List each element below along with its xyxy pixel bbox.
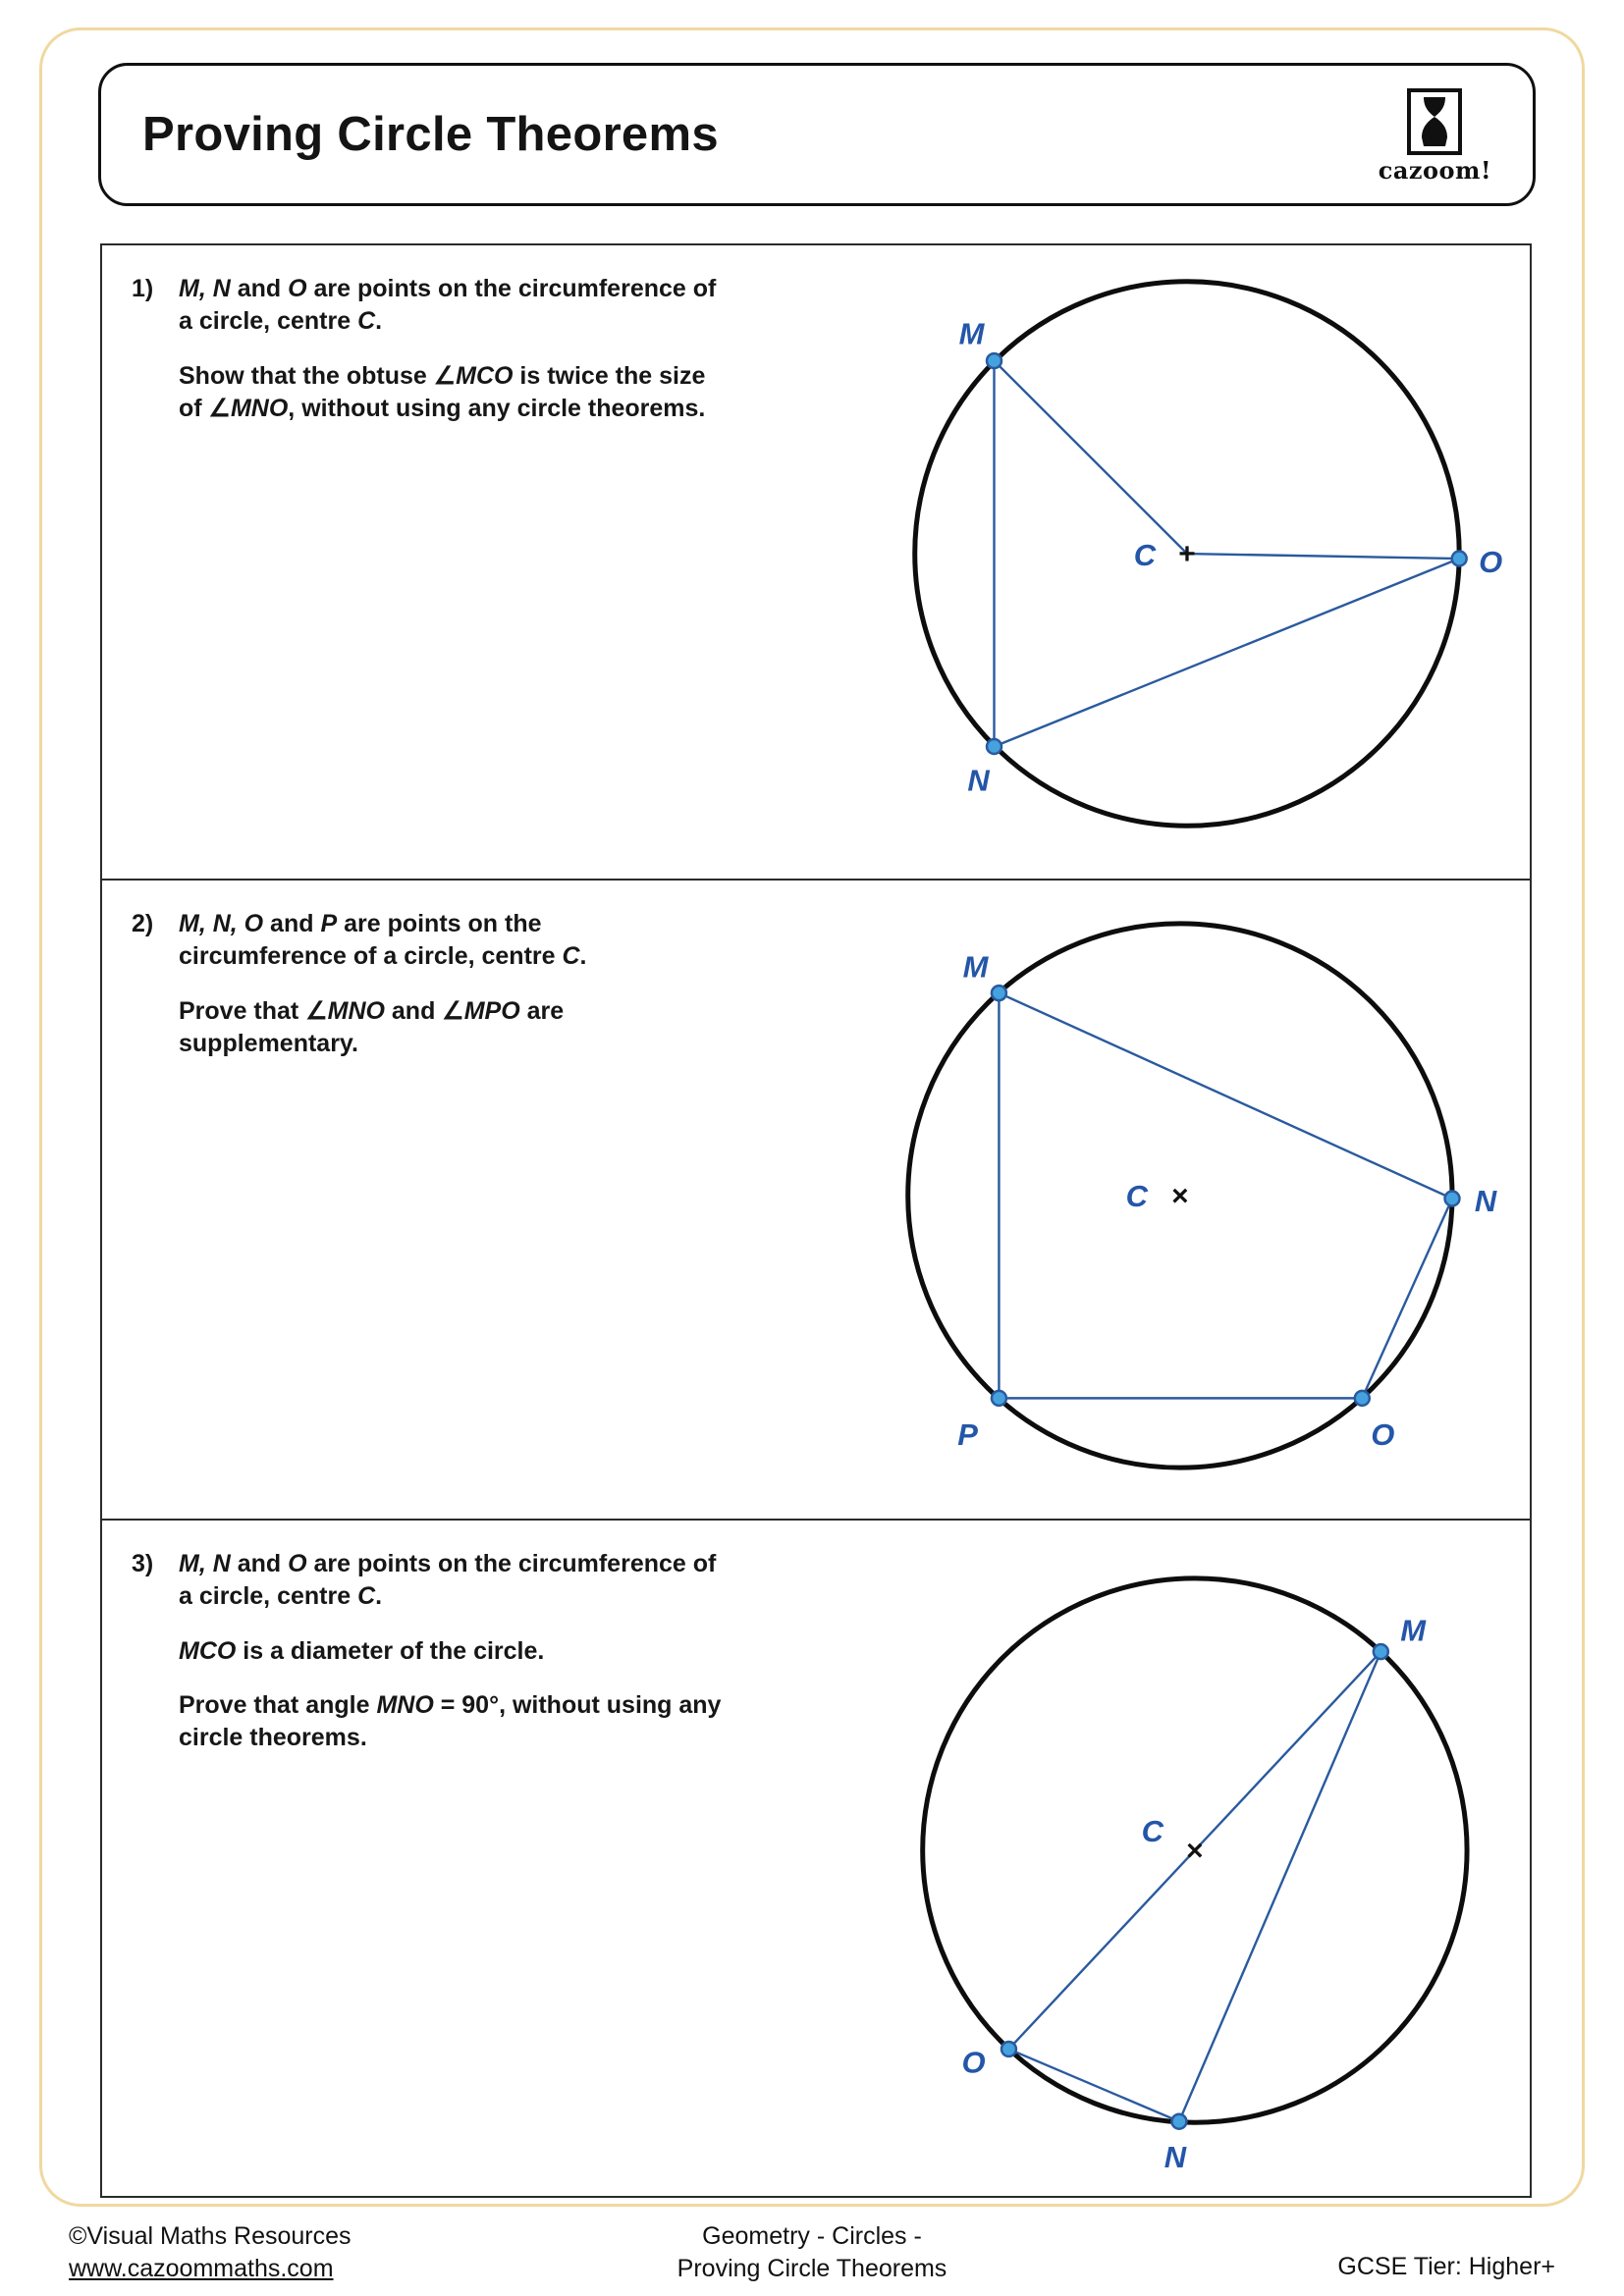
segment-MC bbox=[995, 361, 1187, 554]
segment-CO bbox=[1187, 554, 1459, 559]
question-1 bbox=[102, 245, 1530, 879]
footer-topic-line2: Proving Circle Theorems bbox=[677, 2254, 947, 2282]
question-3-text bbox=[132, 1548, 732, 1776]
point-label-M: M bbox=[962, 949, 989, 985]
segment-ON bbox=[1008, 2049, 1178, 2121]
question-number: 3) bbox=[132, 1550, 154, 1577]
question-paragraph: Show that the obtuse ∠MCO is twice the size of ∠MNO, without using any circle theorems. bbox=[179, 361, 706, 422]
questions-container bbox=[100, 243, 1532, 2198]
question-paragraph: Prove that ∠MNO and ∠MPO are supplementary. bbox=[179, 996, 565, 1057]
point-P bbox=[992, 1391, 1006, 1406]
centre-label: C bbox=[1125, 1178, 1148, 1213]
cazoom-logo-icon bbox=[1407, 88, 1462, 155]
question-number: 2) bbox=[132, 910, 154, 937]
worksheet-header bbox=[98, 63, 1536, 206]
point-label-O: O bbox=[1371, 1417, 1395, 1453]
question-paragraph: MCO is a diameter of the circle. bbox=[179, 1636, 545, 1665]
point-M bbox=[992, 986, 1006, 1000]
question-paragraph: 1) M, N and O are points on the circumference of a circle, centre C. bbox=[132, 275, 717, 336]
question-number: 1) bbox=[132, 275, 154, 302]
question-2-text bbox=[132, 908, 640, 1082]
point-label-O: O bbox=[1479, 544, 1503, 579]
point-label-N: N bbox=[1164, 2140, 1187, 2175]
point-label-N: N bbox=[1474, 1183, 1497, 1218]
point-O bbox=[1355, 1391, 1370, 1406]
segment-MN bbox=[999, 993, 1452, 1199]
centre-mark: × bbox=[1186, 1834, 1204, 1867]
cazoom-logo-text: cazoom! bbox=[1378, 156, 1491, 185]
cazoom-logo bbox=[1379, 88, 1491, 185]
point-N bbox=[1171, 2114, 1186, 2129]
website-link[interactable]: www.cazoommaths.com bbox=[69, 2254, 334, 2282]
question-paragraph: Prove that angle MNO = 90°, without using any circle theorems. bbox=[179, 1690, 722, 1751]
point-N bbox=[987, 739, 1001, 754]
point-label-M: M bbox=[1400, 1613, 1427, 1648]
segment-NO bbox=[995, 559, 1460, 746]
tier-label: GCSE Tier: Higher+ bbox=[1337, 2253, 1555, 2280]
centre-mark: × bbox=[1171, 1179, 1189, 1212]
segment-NO bbox=[1362, 1199, 1452, 1398]
segment-MN bbox=[1179, 1652, 1380, 2122]
point-label-N: N bbox=[967, 763, 990, 798]
centre-mark: + bbox=[1178, 537, 1196, 570]
question-paragraph: 3) M, N and O are points on the circumference of a circle, centre C. bbox=[132, 1550, 717, 1611]
question-paragraph: 2) M, N, O and P are points on the circumference of a circle, centre C. bbox=[132, 910, 587, 971]
page-title: Proving Circle Theorems bbox=[142, 108, 719, 161]
centre-label: C bbox=[1133, 537, 1157, 572]
question-2 bbox=[102, 879, 1530, 1519]
point-label-O: O bbox=[961, 2045, 986, 2080]
copyright-text: ©Visual Maths Resources bbox=[69, 2222, 352, 2250]
footer-topic-line1: Geometry - Circles - bbox=[702, 2222, 922, 2250]
point-N bbox=[1445, 1192, 1460, 1206]
point-O bbox=[1452, 552, 1467, 566]
centre-label: C bbox=[1141, 1814, 1164, 1849]
question-3 bbox=[102, 1519, 1530, 2196]
point-M bbox=[987, 353, 1001, 368]
point-label-P: P bbox=[957, 1417, 978, 1453]
point-label-M: M bbox=[958, 316, 985, 351]
question-1-text bbox=[132, 273, 732, 447]
point-M bbox=[1374, 1644, 1388, 1659]
point-O bbox=[1001, 2042, 1016, 2056]
